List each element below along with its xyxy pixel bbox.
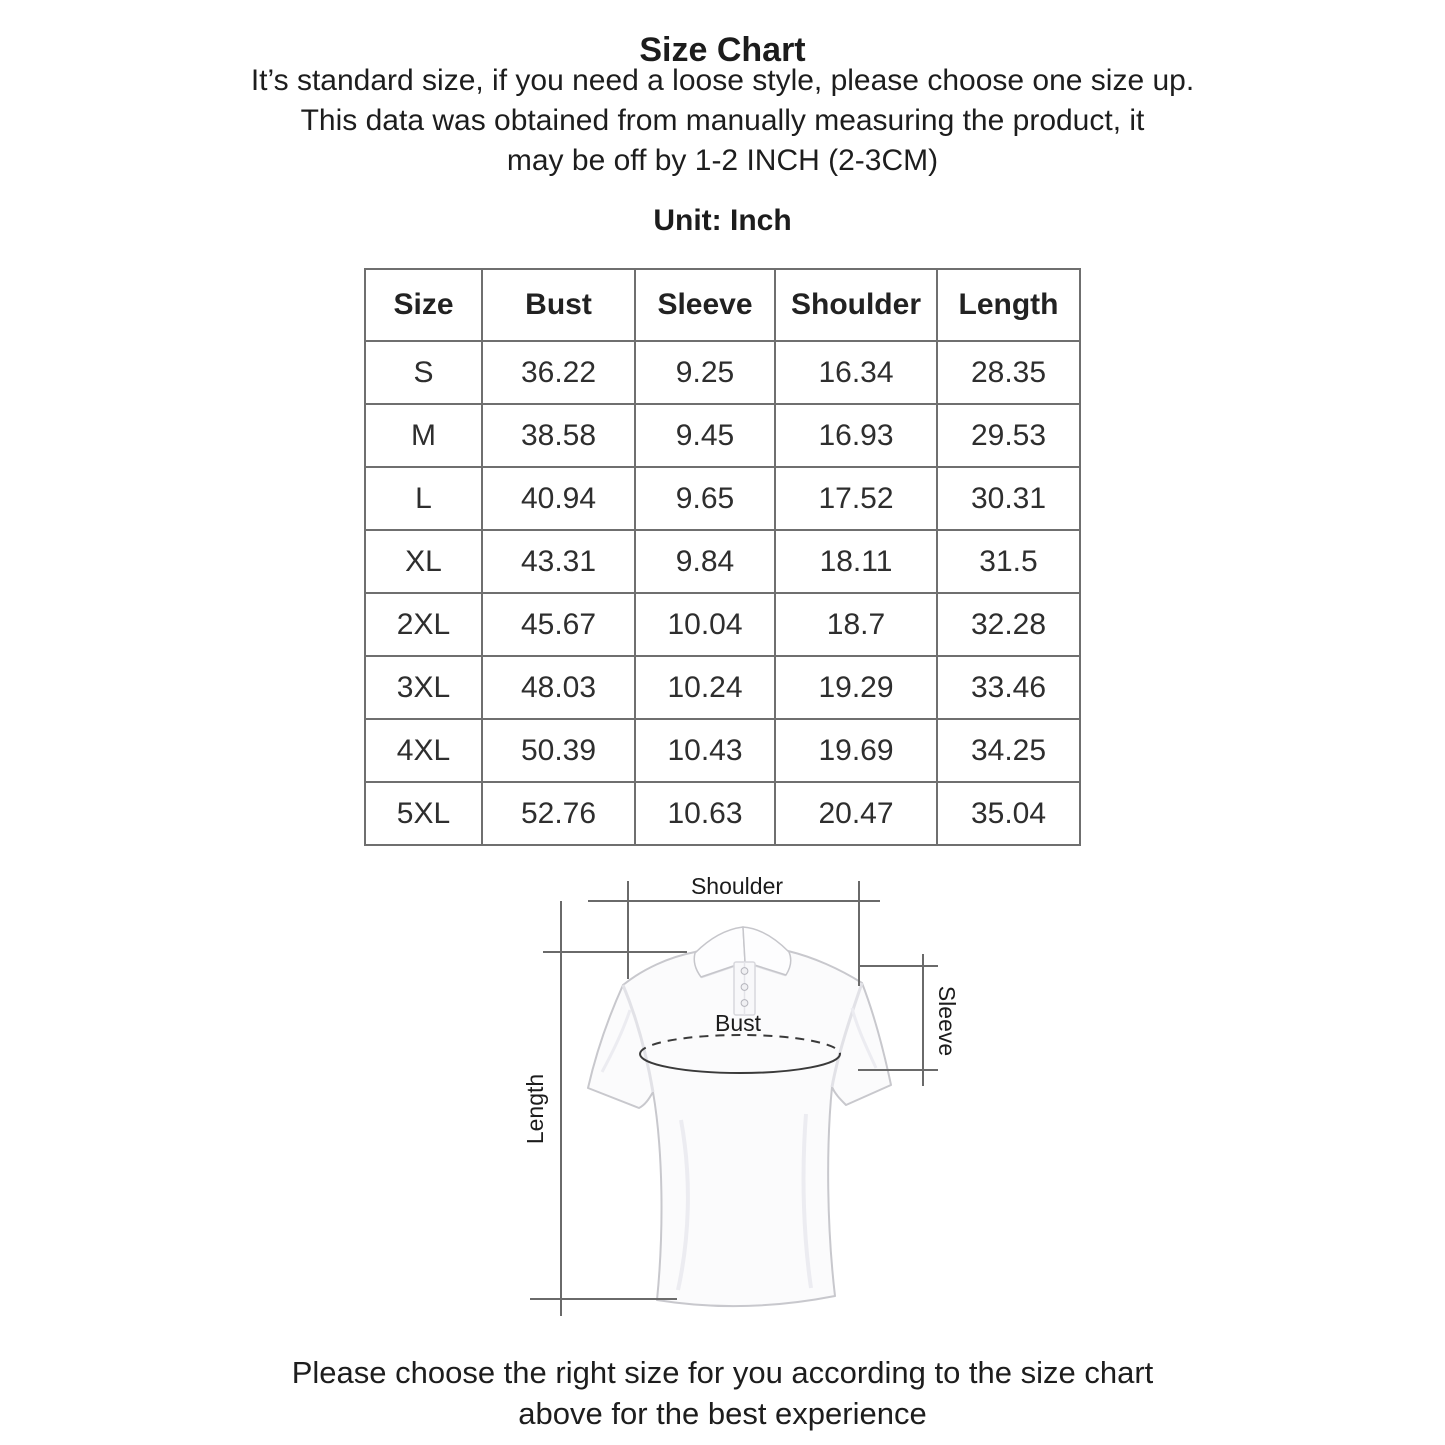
- table-row: [365, 593, 1080, 656]
- cell-length: 33.46: [937, 656, 1080, 719]
- size-table: [364, 268, 1081, 846]
- cell-size: L: [365, 467, 482, 530]
- size-description: [0, 61, 1445, 181]
- cell-sleeve: 9.25: [635, 341, 775, 404]
- cell-size: XL: [365, 530, 482, 593]
- cell-shoulder: 20.47: [775, 782, 937, 845]
- cell-bust: 38.58: [482, 404, 635, 467]
- table-row: [365, 530, 1080, 593]
- table-row: [365, 467, 1080, 530]
- button-icon: [741, 1000, 748, 1007]
- cell-shoulder: 18.7: [775, 593, 937, 656]
- cell-shoulder: 16.34: [775, 341, 937, 404]
- cell-length: 32.28: [937, 593, 1080, 656]
- cell-size: 5XL: [365, 782, 482, 845]
- cell-size: 4XL: [365, 719, 482, 782]
- button-icon: [741, 968, 748, 975]
- header-sleeve: Sleeve: [635, 269, 775, 341]
- header-bust: Bust: [482, 269, 635, 341]
- cell-length: 29.53: [937, 404, 1080, 467]
- sleeve-label: Sleeve: [934, 985, 960, 1057]
- cell-bust: 52.76: [482, 782, 635, 845]
- cell-sleeve: 10.63: [635, 782, 775, 845]
- cell-size: S: [365, 341, 482, 404]
- table-header-row: [365, 269, 1080, 341]
- cell-shoulder: 16.93: [775, 404, 937, 467]
- cell-bust: 45.67: [482, 593, 635, 656]
- table-row: [365, 341, 1080, 404]
- cell-sleeve: 9.84: [635, 530, 775, 593]
- unit-heading: Unit: Inch: [653, 204, 792, 237]
- footer-note: [0, 1352, 1445, 1434]
- cell-length: 34.25: [937, 719, 1080, 782]
- cell-sleeve: 9.65: [635, 467, 775, 530]
- table-row: [365, 719, 1080, 782]
- cell-bust: 50.39: [482, 719, 635, 782]
- button-icon: [741, 984, 748, 991]
- cell-length: 30.31: [937, 467, 1080, 530]
- header-length: Length: [937, 269, 1080, 341]
- footer-line-1: Please choose the right size for you according to the size chart: [291, 1355, 1154, 1390]
- size-table-container: [364, 268, 1081, 846]
- shoulder-label: Shoulder: [690, 873, 784, 899]
- cell-sleeve: 10.04: [635, 593, 775, 656]
- cell-shoulder: 19.29: [775, 656, 937, 719]
- cell-bust: 43.31: [482, 530, 635, 593]
- polo-shirt-illustration: [588, 927, 891, 1306]
- cell-length: 28.35: [937, 341, 1080, 404]
- cell-bust: 36.22: [482, 341, 635, 404]
- length-label: Length: [522, 1073, 548, 1145]
- cell-shoulder: 17.52: [775, 467, 937, 530]
- cell-bust: 48.03: [482, 656, 635, 719]
- cell-sleeve: 10.43: [635, 719, 775, 782]
- table-row: [365, 404, 1080, 467]
- cell-length: 35.04: [937, 782, 1080, 845]
- footer-line-2: above for the best experience: [518, 1396, 927, 1431]
- cell-bust: 40.94: [482, 467, 635, 530]
- shirt-measurement-diagram: [505, 858, 985, 1338]
- cell-sleeve: 10.24: [635, 656, 775, 719]
- header-shoulder: Shoulder: [775, 269, 937, 341]
- cell-size: 3XL: [365, 656, 482, 719]
- header-size: Size: [365, 269, 482, 341]
- bust-label: Bust: [714, 1010, 762, 1036]
- cell-shoulder: 18.11: [775, 530, 937, 593]
- table-row: [365, 782, 1080, 845]
- cell-shoulder: 19.69: [775, 719, 937, 782]
- description-line-3: may be off by 1-2 INCH (2-3CM): [506, 144, 939, 177]
- cell-sleeve: 9.45: [635, 404, 775, 467]
- description-line-2: This data was obtained from manually measuring the product, it: [300, 104, 1145, 137]
- description-line-1: It’s standard size, if you need a loose style, please choose one size up.: [250, 64, 1195, 97]
- table-row: [365, 656, 1080, 719]
- cell-size: 2XL: [365, 593, 482, 656]
- cell-length: 31.5: [937, 530, 1080, 593]
- page-title: Size Chart: [639, 30, 806, 69]
- cell-size: M: [365, 404, 482, 467]
